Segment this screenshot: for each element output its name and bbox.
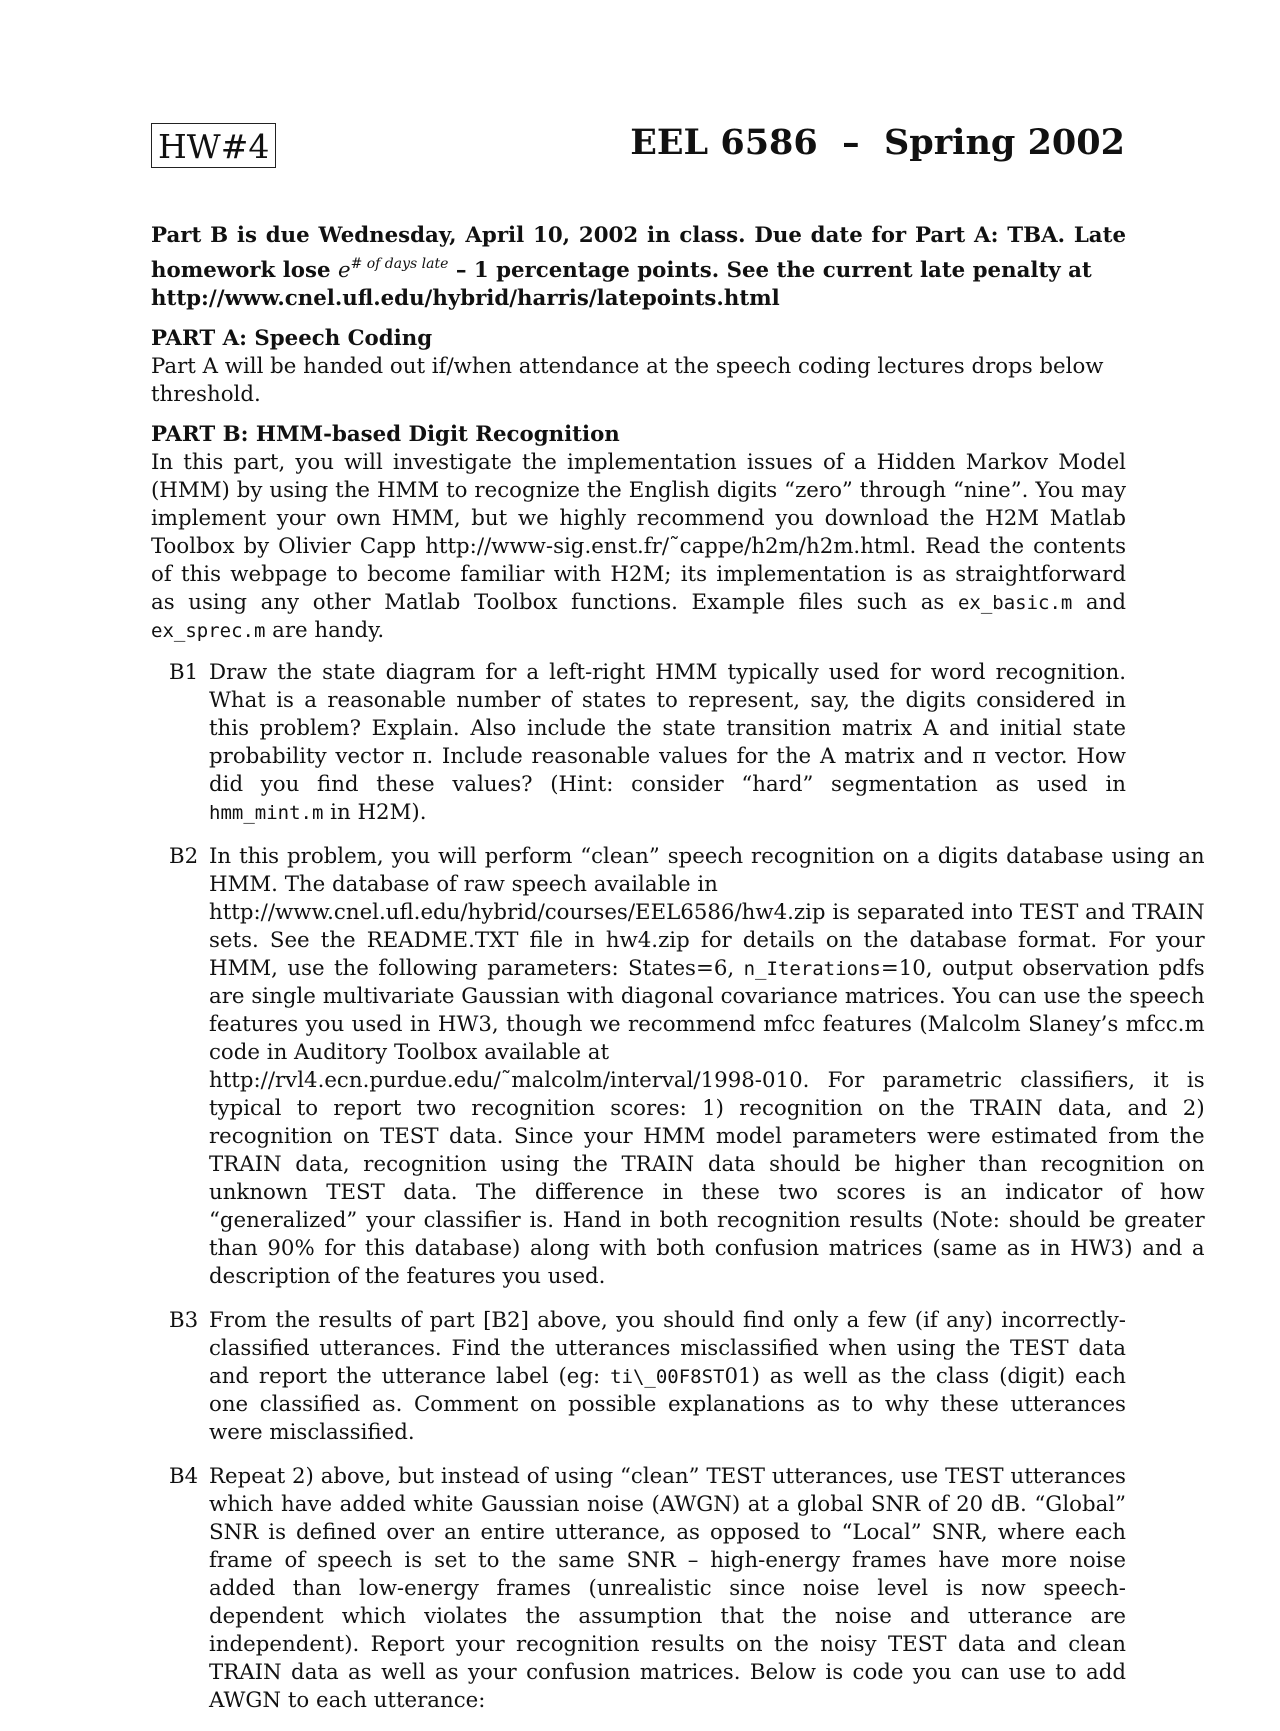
code-n-iterations: n_Iterations [743,958,881,980]
problem-b4 [151,1463,1126,1715]
problem-text: Repeat 2) above, but instead of using “clean” TEST utterances, use TEST utterances which have added white Gaussian noise (AWGN) at a global SNR of 20 dB. “Global” SNR is defined over an entire utterance, as opposed to “Local” SNR, where each frame of speech is set to the same SNR – high-energy frames have more noise added than low-energy frames (unrealistic since noise level is now speech-dependent which violates the assumption that the noise and utterance are independent). Report your recognition results on the noisy TEST data and clean TRAIN data as well as your confusion matrices. Below is code you can use to add AWGN to each utterance: [209,1464,1126,1713]
problem-text [209,1307,1126,1447]
b2-text-b: =10, output observation pdfs are single multivariate Gaussian with diagonal covariance matrices. You can use the speech features you used in HW3, though we recommend mfcc features (Malcolm Slaney’s mfcc.m code in Auditory Toolbox available at [209,956,1205,1065]
part-b-text [151,449,1126,645]
problem-label: B4 [169,1464,199,1489]
hw-label: HW#4 [158,127,270,166]
intro-text-2: – 1 percentage points. See the current late penalty at [448,258,1092,283]
b3-text-2: ) as well as the class (digit) each one classified as. Comment on possible explanations as to why these utterances were misclassified. [209,1364,1126,1445]
problem-b3 [151,1307,1126,1447]
problem-b1 [151,659,1126,827]
part-a-title: PART A: Speech Coding [151,326,433,351]
part-b-text-3: are handy. [265,618,385,643]
hw-label-box [151,123,276,168]
b2-text-a: sets. See the README.TXT file in hw4.zip for details on the database format. For your HMM, use the following parameters: States=6, [209,928,1205,981]
problem-b2 [151,843,1205,1291]
b2-url-line: http://www.cnel.ufl.edu/hybrid/courses/EEL6586/hw4.zip is separated into TEST and TRAIN [209,900,1205,925]
b1-text-1: Draw the state diagram for a left-right HMM typically used for word recognition. What is a reasonable number of states to represent, say, the digits considered in this problem? Explain. Also include the state transition matrix A and initial state probability vector π. Include reasonable values for the A matrix and π vector. How did you find these values? (Hint: consider “hard” segmentation as used in [209,660,1126,797]
code-ex-sprec: ex_sprec.m [151,620,266,642]
penalty-base: e [337,258,351,283]
code-hmm-mint: hmm_mint.m [209,802,324,824]
problem-label: B3 [169,1308,199,1333]
code-ex-basic: ex_basic.m [957,592,1073,614]
part-b-text-2: and [1072,590,1126,615]
b2-text-c: http://rvl4.ecn.purdue.edu/˜malcolm/interval/1998-010. For parametric classifiers, it is typical to report two recognition scores: 1) recognition on the TRAIN data, and 2) recognition on TEST data. Since your HMM model parameters were estimated from the TRAIN data, recognition using the TRAIN data should be higher than recognition on unknown TEST data. The difference in these two scores is an indicator of how “generalized” your classifier is. Hand in both recognition results (Note: should be greater than 90% for this database) along with both confusion matrices (same as in HW3) and a description of the features you used. [209,1068,1205,1289]
b1-text-2: in H2M). [323,800,427,825]
problem-label: B2 [169,844,199,869]
problem-text [209,843,1205,1291]
code-utterance-label: ti\_00F8ST [610,1366,725,1388]
late-points-url: http://www.cnel.ufl.edu/hybrid/harris/latepoints.html [151,286,780,311]
part-a-text: Part A will be handed out if/when attendance at the speech coding lectures drops below threshold. [151,354,1104,407]
part-b-section [151,421,1126,645]
due-date-paragraph [151,222,1126,313]
b2-line-1: In this problem, you will perform “clean” speech recognition on a digits database using an HMM. The database of raw speech available in [209,844,1205,897]
problem-label: B1 [169,660,199,685]
part-b-text-1: In this part, you will investigate the implementation issues of a Hidden Markov Model (HMM) by using the HMM to recognize the English digits “zero” through “nine”. You may implement your own HMM, but we highly recommend you download the H2M Matlab Toolbox by Olivier Capp http://www-sig.enst.fr/˜cappe/h2m/h2m.html. Read the contents of this webpage to become familiar with H2M; its implementation is as straightforward as using any other Matlab Toolbox functions. Example files such as [151,450,1126,615]
document-body [151,222,1205,1731]
intro-text: Part B is due Wednesday, April 10, 2002 in class. Due date for Part A: TBA. Late homework lose [151,223,1126,283]
course-title: EEL 6586 – Spring 2002 [630,122,1125,163]
part-a-section [151,325,1126,409]
problem-text [209,659,1126,827]
b3-text-1: From the results of part [B2] above, you should find only a few (if any) incorrectly-classified utterances. Find the utterances misclassified when using the TEST data and report the utterance label (eg: [209,1308,1126,1389]
penalty-exponent: # of days late [350,256,449,272]
utterance-label-tail: 01 [724,1364,752,1389]
problem-list [151,659,1205,1715]
part-b-title: PART B: HMM-based Digit Recognition [151,422,620,447]
